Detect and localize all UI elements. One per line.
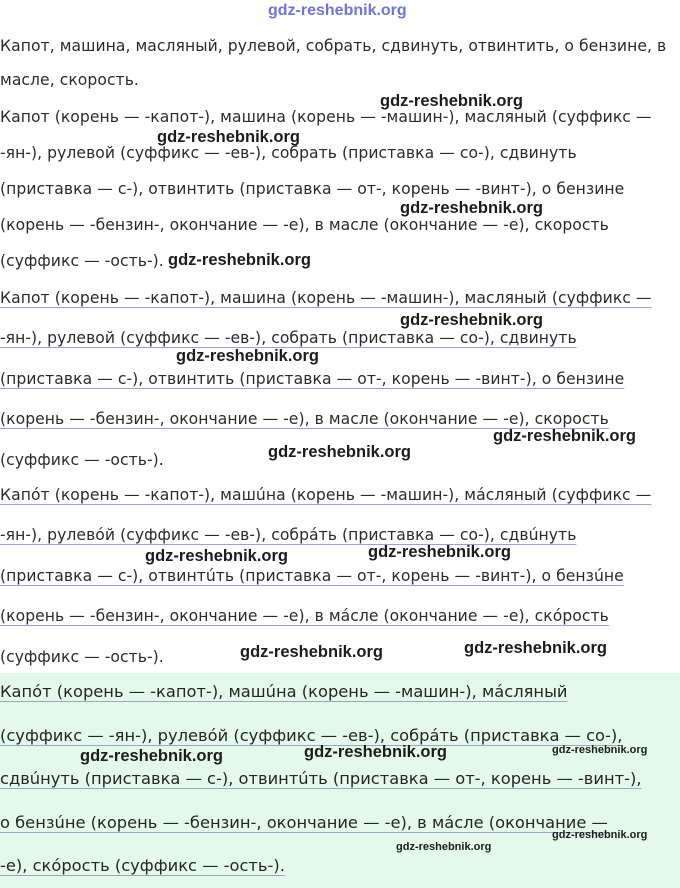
answer-line: (суффикс — -ян-), рулeвóй (суффикс — -ев-), собрáть (приставка — со-),: [0, 726, 623, 745]
watermark: gdz-reshebnik.org: [304, 743, 448, 761]
answer-line: Кaпóт (корень — -капот-), мaшúна (корень — -машин-), мáсляный (суффикс —: [0, 486, 652, 504]
answer-line: (суффикс — -ость-).: [0, 451, 164, 469]
watermark: gdz-reshebnik.org: [396, 841, 492, 853]
answer-line: Кaпóт (корень — -капот-), мaшúна (корень — -машин-), мáсляный: [0, 682, 568, 701]
watermark: gdz-reshebnik.org: [80, 747, 224, 765]
answer-line: -е), скóрость (суффикс — -ость-).: [0, 856, 285, 875]
answer-line: (корень — -бензин-, окончание — -е), в мáсле (окончание — -е), скóрость: [0, 607, 609, 625]
answer-line: о бензúне (корень — -бензин-, окончание — -е), в мáсле (окончание —: [0, 813, 608, 832]
answer-line: (суффикс — -ость-).: [0, 252, 164, 270]
answer-line: (приставка — с-), отвинтúть (приставка — от-, корень — -винт-), о бензúне: [0, 567, 624, 585]
watermark: gdz-reshebnik.org: [552, 829, 648, 841]
answer-line: (корень — -бензин-, окончание — -е), в масле (окончание — -е), скорость: [0, 216, 609, 234]
watermark: gdz-reshebnik.org: [268, 2, 407, 19]
watermark: gdz-reshebnik.org: [157, 128, 301, 146]
word-list-line: Капот, машина, масляный, рулевой, собрать, сдвинуть, отвинтить, о бензине, в: [0, 37, 667, 55]
watermark: gdz-reshebnik.org: [145, 547, 289, 565]
watermark: gdz-reshebnik.org: [240, 643, 384, 661]
answer-line: -ян-), рулeвой (суффикс — -ев-), собрать (приставка — со-), сдвинуть: [0, 329, 577, 347]
answer-line: сдвúнуть (приставка — с-), отвинтúть (приставка — от-, корень — -винт-),: [0, 769, 642, 788]
watermark: gdz-reshebnik.org: [168, 251, 312, 269]
watermark: gdz-reshebnik.org: [493, 427, 637, 445]
watermark: gdz-reshebnik.org: [400, 199, 544, 217]
answer-line: -ян-), рулевой (суффикс — -ев-), собрать (приставка — со-), сдвинуть: [0, 144, 577, 162]
answer-line: -ян-), рулeвóй (суффикс — -ев-), собрáть (приставка — со-), сдвúнуть: [0, 526, 577, 544]
answer-line: (корень — -бензин-, окончание — -е), в масле (окончание — -е), скорость: [0, 410, 609, 428]
answer-line: (приставка — с-), отвинтить (приставка — от-, корень — -винт-), о бензине: [0, 180, 625, 198]
watermark: gdz-reshebnik.org: [380, 92, 524, 110]
watermark: gdz-reshebnik.org: [552, 744, 648, 756]
watermark: gdz-reshebnik.org: [464, 639, 608, 657]
watermark: gdz-reshebnik.org: [176, 347, 320, 365]
word-list-line: масле, скорость.: [0, 71, 139, 89]
watermark: gdz-reshebnik.org: [400, 311, 544, 329]
watermark: gdz-reshebnik.org: [268, 443, 412, 461]
watermark: gdz-reshebnik.org: [368, 543, 512, 561]
answer-line: (суффикс — -ость-).: [0, 648, 164, 666]
answer-line: Капот (корень — -капот-), машина (корень — -машин-), масляный (суффикс —: [0, 108, 652, 126]
answer-line: Кaпот (корень — -капот-), мaшина (корень — -машин-), масляный (суффикс —: [0, 289, 652, 307]
answer-line: (приставка — с-), отвинтить (приставка — от-, корень — -винт-), о бензине: [0, 370, 625, 388]
